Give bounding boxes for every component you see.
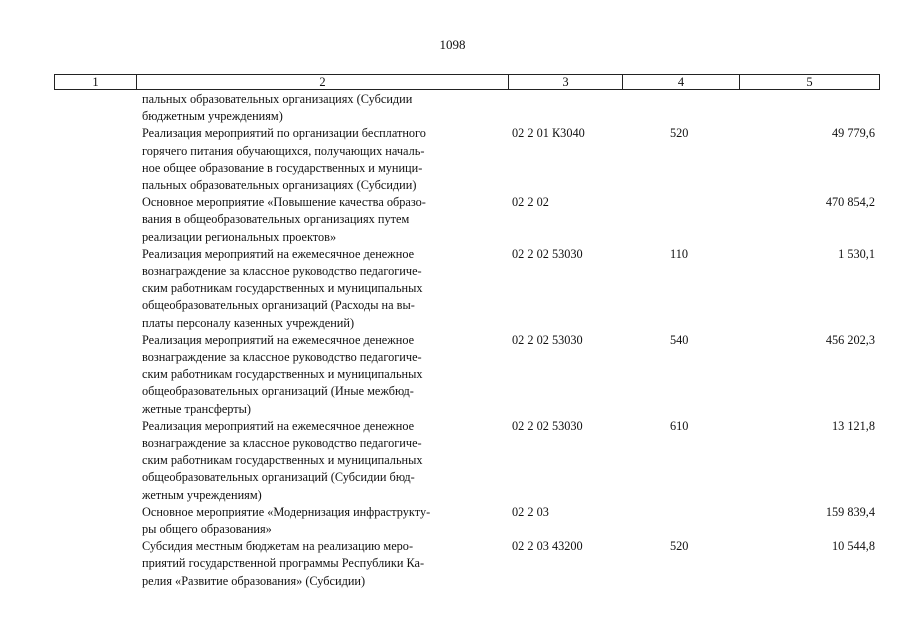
table-row xyxy=(0,194,905,246)
row-code: 02 2 02 53030 xyxy=(512,332,583,347)
row-name xyxy=(142,538,496,590)
row-name xyxy=(142,91,496,125)
row-name-line: вания в общеобразовательных организациях путем xyxy=(142,212,410,227)
row-name-line: Реализация мероприятий на ежемесячное денежное xyxy=(142,246,415,261)
row-name-line: жетные трансферты) xyxy=(142,401,252,416)
row-name-line: вознаграждение за классное руководство педагогиче- xyxy=(142,436,422,451)
row-type: 520 xyxy=(670,126,689,141)
table-row xyxy=(0,332,905,418)
header-cell-3: 3 xyxy=(509,75,623,89)
row-name-line: Реализация мероприятий на ежемесячное денежное xyxy=(142,418,415,433)
row-name-line: релия «Развитие образования» (Субсидии) xyxy=(142,573,366,588)
row-code: 02 2 03 43200 xyxy=(512,539,583,554)
row-name-line: Реализация мероприятий на ежемесячное денежное xyxy=(142,332,415,347)
row-sum: 456 202,3 xyxy=(825,332,875,347)
row-name-line: вознаграждение за классное руководство педагогиче- xyxy=(142,264,422,279)
row-name-line: платы персоналу казенных учреждений) xyxy=(142,315,355,330)
row-type: 610 xyxy=(670,418,689,433)
row-name xyxy=(142,332,496,418)
row-sum: 1 530,1 xyxy=(838,246,875,261)
row-type: 110 xyxy=(670,246,688,261)
row-name xyxy=(142,418,496,504)
row-sum: 13 121,8 xyxy=(831,418,875,433)
row-code: 02 2 02 xyxy=(512,195,549,210)
row-name-line: общеобразовательных организаций (Иные межбюд- xyxy=(142,384,414,399)
header-cell-2: 2 xyxy=(137,75,509,89)
row-name-line: Реализация мероприятий по организации бесплатного xyxy=(142,126,426,141)
header-cell-1: 1 xyxy=(55,75,137,89)
row-name-line: пальных образовательных организациях (Субсидии) xyxy=(142,178,417,193)
row-name-line: бюджетным учреждениям) xyxy=(142,109,283,124)
row-name-line: ное общее образование в государственных и муници- xyxy=(142,160,423,175)
table-row xyxy=(0,246,905,332)
page-number: 1098 xyxy=(439,37,466,52)
table-row xyxy=(0,125,905,194)
row-name xyxy=(142,194,496,246)
row-type: 540 xyxy=(670,332,689,347)
row-sum: 10 544,8 xyxy=(831,539,875,554)
row-name-line: общеобразовательных организаций (Субсидии бюд- xyxy=(142,470,415,485)
table-row xyxy=(0,538,905,590)
row-name xyxy=(142,246,496,332)
row-name-line: Основное мероприятие «Повышение качества образо- xyxy=(142,195,426,210)
row-name-line: приятий государственной программы Республики Ка- xyxy=(142,556,425,571)
row-name-line: ры общего образования» xyxy=(142,522,272,537)
row-code: 02 2 02 53030 xyxy=(512,246,583,261)
table-row xyxy=(0,91,905,125)
header-cell-4: 4 xyxy=(623,75,740,89)
row-name xyxy=(142,125,496,194)
row-name-line: вознаграждение за классное руководство педагогиче- xyxy=(142,350,422,365)
row-name-line: горячего питания обучающихся, получающих началь- xyxy=(142,143,425,158)
row-name-line: ским работникам государственных и муниципальных xyxy=(142,453,423,468)
row-code: 02 2 03 xyxy=(512,504,549,519)
table-row xyxy=(0,504,905,538)
header-cell-5: 5 xyxy=(806,75,813,89)
table-header xyxy=(54,74,880,90)
row-name-line: общеобразовательных организаций (Расходы на вы- xyxy=(142,298,415,313)
row-sum: 49 779,6 xyxy=(831,126,875,141)
row-name-line: реализации региональных проектов» xyxy=(142,229,337,244)
row-name-line: Субсидия местным бюджетам на реализацию меро- xyxy=(142,539,414,554)
row-name-line: жетным учреждениям) xyxy=(142,487,262,502)
row-name-line: ским работникам государственных и муниципальных xyxy=(142,367,423,382)
row-code: 02 2 01 К3040 xyxy=(512,126,585,141)
row-type: 520 xyxy=(670,539,689,554)
table-row xyxy=(0,418,905,504)
row-code: 02 2 02 53030 xyxy=(512,418,583,433)
row-name xyxy=(142,504,496,538)
row-name-line: Основное мероприятие «Модернизация инфраструкту- xyxy=(142,504,431,519)
row-sum: 470 854,2 xyxy=(825,195,875,210)
table-body xyxy=(0,91,905,590)
row-name-line: ским работникам государственных и муниципальных xyxy=(142,281,423,296)
row-sum: 159 839,4 xyxy=(825,504,875,519)
row-name-line: пальных образовательных организациях (Субсидии xyxy=(142,92,413,106)
